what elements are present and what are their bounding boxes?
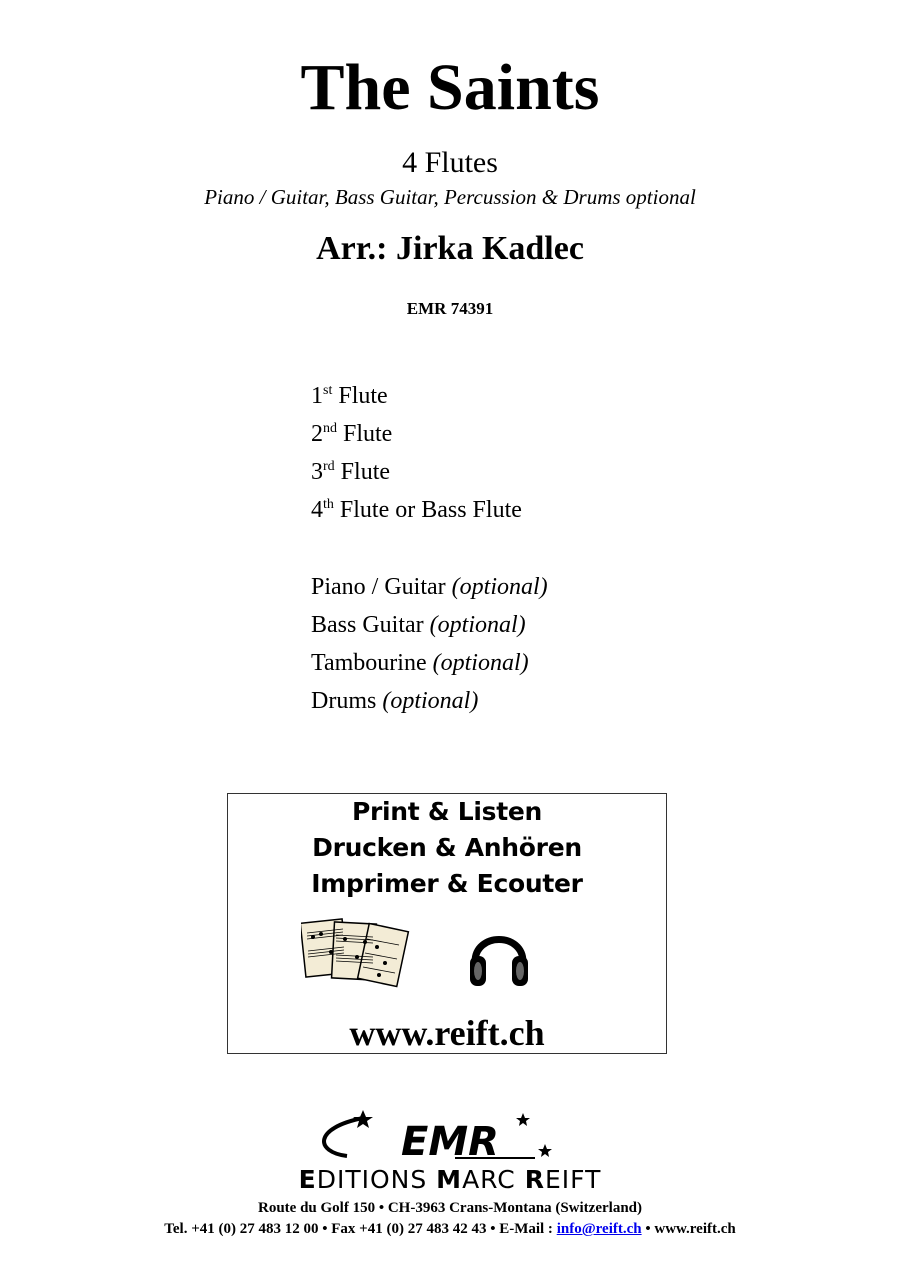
promo-url: www.reift.ch [349,1013,545,1053]
part-item: 4th Flute or Bass Flute [311,497,522,523]
headphones-icon [467,922,531,990]
optional-part-item: Piano / Guitar (optional) [311,574,548,600]
optional-part-item: Drums (optional) [311,688,479,714]
page-title: The Saints [300,51,600,124]
emr-logo-icon [255,1108,645,1168]
email-link[interactable]: info@reift.ch [556,1221,642,1237]
publisher-contact: Tel. +41 (0) 27 483 12 00 • Fax +41 (0) 27 483 42 43 • E-Mail : info@reift.ch • www.reift.ch [164,1221,736,1237]
optional-part-item: Bass Guitar (optional) [311,612,526,638]
ensemble: 4 Flutes [402,146,498,179]
optional-instruments-line: Piano / Guitar, Bass Guitar, Percussion & Drums optional [204,185,696,209]
sheet-music-icon [301,917,411,997]
part-item: 1st Flute [311,383,388,409]
print-listen-box [227,793,667,1054]
part-item: 2nd Flute [311,421,393,447]
emr-logo-text: EMR [401,1119,499,1165]
part-item: 3rd Flute [311,459,391,485]
optional-part-item: Tambourine (optional) [311,650,529,676]
promo-line-de: Drucken & Anhören [312,833,582,862]
publisher-address: Route du Golf 150 • CH-3963 Crans-Montana (Switzerland) [258,1200,642,1216]
publisher-name: EDITIONS MARC REIFT [298,1165,602,1194]
promo-line-fr: Imprimer & Ecouter [311,869,583,898]
publisher-logo [255,1108,645,1194]
promo-line-en: Print & Listen [351,797,543,826]
arranger: Arr.: Jirka Kadlec [316,230,584,267]
catalog-number: EMR 74391 [406,299,494,318]
